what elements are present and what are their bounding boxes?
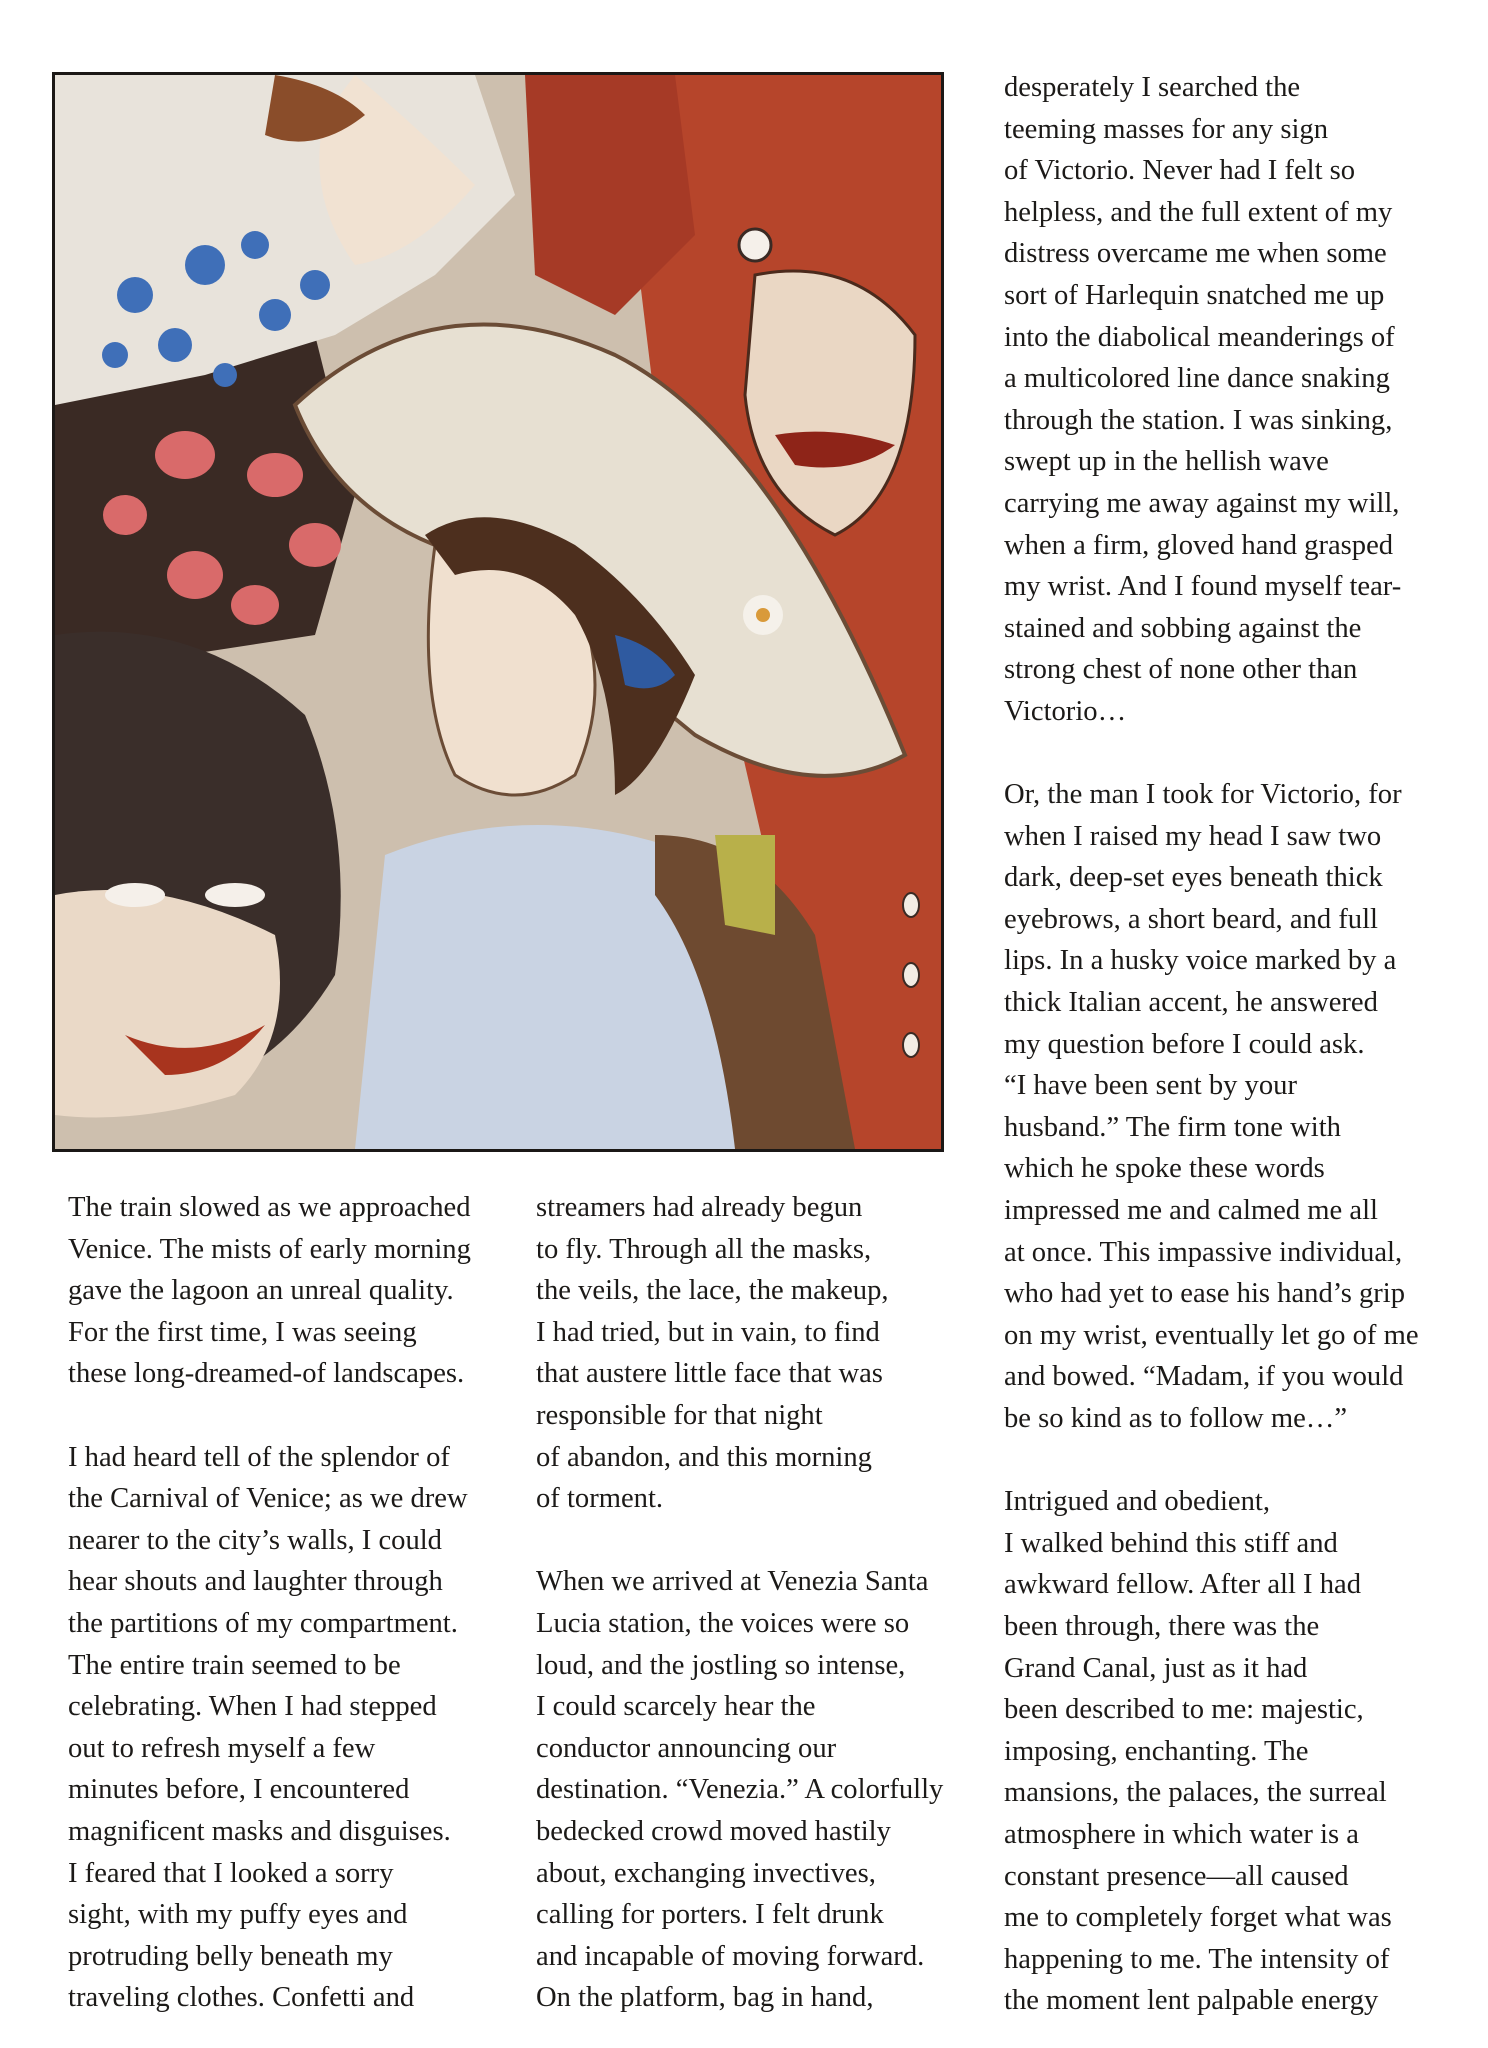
text-line: happening to me. The intensity of: [1004, 1943, 1390, 1975]
text-line: mansions, the palaces, the surreal: [1004, 1777, 1387, 1809]
goggle-eye: [739, 229, 771, 261]
text-line: the partitions of my compartment.: [68, 1607, 458, 1639]
text-line: that austere little face that was: [536, 1358, 883, 1390]
paragraph-gap: [536, 1520, 943, 1562]
text-line: about, exchanging invectives,: [536, 1857, 876, 1889]
text-line: minutes before, I encountered: [68, 1774, 410, 1806]
text-line: the veils, the lace, the makeup,: [536, 1275, 889, 1307]
text-line: sight, with my puffy eyes and: [68, 1899, 408, 1931]
mask-eye-right: [205, 883, 265, 907]
text-line: which he spoke these words: [1004, 1153, 1325, 1185]
text-line: destination. “Venezia.” A colorfully: [536, 1774, 944, 1806]
text-line: teeming masses for any sign: [1004, 113, 1328, 145]
paragraph-gap: [68, 1395, 471, 1437]
text-line: traveling clothes. Confetti and: [68, 1982, 415, 2014]
flower-center: [756, 608, 770, 622]
text-line: been described to me: majestic,: [1004, 1694, 1364, 1726]
text-line: strong chest of none other than: [1004, 654, 1358, 686]
text-line: protruding belly beneath my: [68, 1940, 393, 1972]
text-line: nearer to the city’s walls, I could: [68, 1524, 442, 1556]
text-line: me to completely forget what was: [1004, 1902, 1392, 1934]
text-line: out to refresh myself a few: [68, 1732, 376, 1764]
text-line: of Victorio. Never had I felt so: [1004, 155, 1356, 187]
text-line: calling for porters. I felt drunk: [536, 1899, 884, 1931]
text-column-right: [1004, 67, 1419, 2022]
text-line: gave the lagoon an unreal quality.: [68, 1275, 454, 1307]
text-line: of torment.: [536, 1483, 664, 1515]
text-line: I walked behind this stiff and: [1004, 1527, 1338, 1559]
text-line: be so kind as to follow me…”: [1004, 1403, 1348, 1434]
text-line: On the platform, bag in hand,: [536, 1982, 874, 2014]
text-line: impressed me and calmed me all: [1004, 1195, 1378, 1227]
text-line: to fly. Through all the masks,: [536, 1233, 872, 1265]
text-line: husband.” The firm tone with: [1004, 1111, 1341, 1143]
text-line: distress overcame me when some: [1004, 238, 1387, 270]
carnival-illustration: [52, 72, 944, 1152]
text-line: when a firm, gloved hand grasped: [1004, 529, 1394, 561]
text-line: into the diabolical meanderings of: [1004, 321, 1395, 353]
text-line: been through, there was the: [1004, 1610, 1320, 1642]
text-line: and incapable of moving forward.: [536, 1940, 925, 1972]
text-line: The entire train seemed to be: [68, 1649, 401, 1681]
text-line: I could scarcely hear the: [536, 1691, 816, 1723]
text-line: the moment lent palpable energy: [1004, 1985, 1379, 2017]
paragraph-gap: [1004, 1440, 1419, 1482]
text-line: my question before I could ask.: [1004, 1028, 1365, 1060]
text-line: constant presence—all caused: [1004, 1860, 1349, 1892]
text-line: celebrating. When I had stepped: [68, 1691, 437, 1723]
text-line: imposing, enchanting. The: [1004, 1735, 1309, 1767]
paragraph-gap: [1004, 733, 1419, 775]
text-line: Victorio…: [1004, 695, 1127, 727]
text-line: sort of Harlequin snatched me up: [1004, 279, 1385, 311]
text-line: magnificent masks and disguises.: [68, 1815, 451, 1847]
text-line: streamers had already begun: [536, 1192, 863, 1223]
text-line: who had yet to ease his hand’s grip: [1004, 1278, 1406, 1310]
text-line: thick Italian accent, he answered: [1004, 987, 1378, 1019]
text-line: bedecked crowd moved hastily: [536, 1815, 891, 1847]
mask-eye-left: [105, 883, 165, 907]
text-line: I had heard tell of the splendor of: [68, 1441, 450, 1473]
text-line: Intrigued and obedient,: [1004, 1486, 1271, 1518]
text-line: dark, deep-set eyes beneath thick: [1004, 862, 1383, 894]
text-line: Grand Canal, just as it had: [1004, 1652, 1308, 1684]
text-line: hear shouts and laughter through: [68, 1566, 443, 1598]
illustration-svg: [55, 75, 941, 1149]
text-line: desperately I searched the: [1004, 72, 1301, 103]
text-line: on my wrist, eventually let go of me: [1004, 1319, 1419, 1351]
text-line: conductor announcing our: [536, 1732, 837, 1764]
text-line: my wrist. And I found myself tear-: [1004, 571, 1402, 603]
text-line: a multicolored line dance snaking: [1004, 363, 1390, 395]
text-line: stained and sobbing against the: [1004, 612, 1362, 644]
text-line: responsible for that night: [536, 1399, 823, 1431]
text-line: For the first time, I was seeing: [68, 1316, 417, 1348]
text-line: Venice. The mists of early morning: [68, 1233, 471, 1265]
text-line: When we arrived at Venezia Santa: [536, 1566, 929, 1598]
text-column-left: [68, 1187, 471, 2019]
text-line: atmosphere in which water is a: [1004, 1818, 1359, 1850]
text-line: these long-dreamed-of landscapes.: [68, 1358, 465, 1390]
text-line: “I have been sent by your: [1004, 1070, 1297, 1102]
text-line: I had tried, but in vain, to find: [536, 1316, 880, 1348]
text-line: Lucia station, the voices were so: [536, 1607, 910, 1639]
text-line: at once. This impassive individual,: [1004, 1236, 1403, 1268]
text-line: carrying me away against my will,: [1004, 487, 1400, 519]
text-line: the Carnival of Venice; as we drew: [68, 1483, 468, 1515]
text-line: lips. In a husky voice marked by a: [1004, 945, 1397, 977]
text-column-middle: [536, 1187, 943, 2019]
text-line: loud, and the jostling so intense,: [536, 1649, 906, 1681]
text-line: through the station. I was sinking,: [1004, 404, 1393, 436]
text-line: helpless, and the full extent of my: [1004, 196, 1393, 228]
text-line: eyebrows, a short beard, and full: [1004, 903, 1378, 935]
text-line: The train slowed as we approached: [68, 1192, 471, 1223]
text-line: and bowed. “Madam, if you would: [1004, 1361, 1404, 1393]
text-line: awkward fellow. After all I had: [1004, 1569, 1362, 1601]
text-line: when I raised my head I saw two: [1004, 820, 1382, 852]
text-line: Or, the man I took for Victorio, for: [1004, 779, 1402, 811]
text-line: of abandon, and this morning: [536, 1441, 872, 1473]
text-line: swept up in the hellish wave: [1004, 446, 1329, 478]
text-line: I feared that I looked a sorry: [68, 1857, 394, 1889]
